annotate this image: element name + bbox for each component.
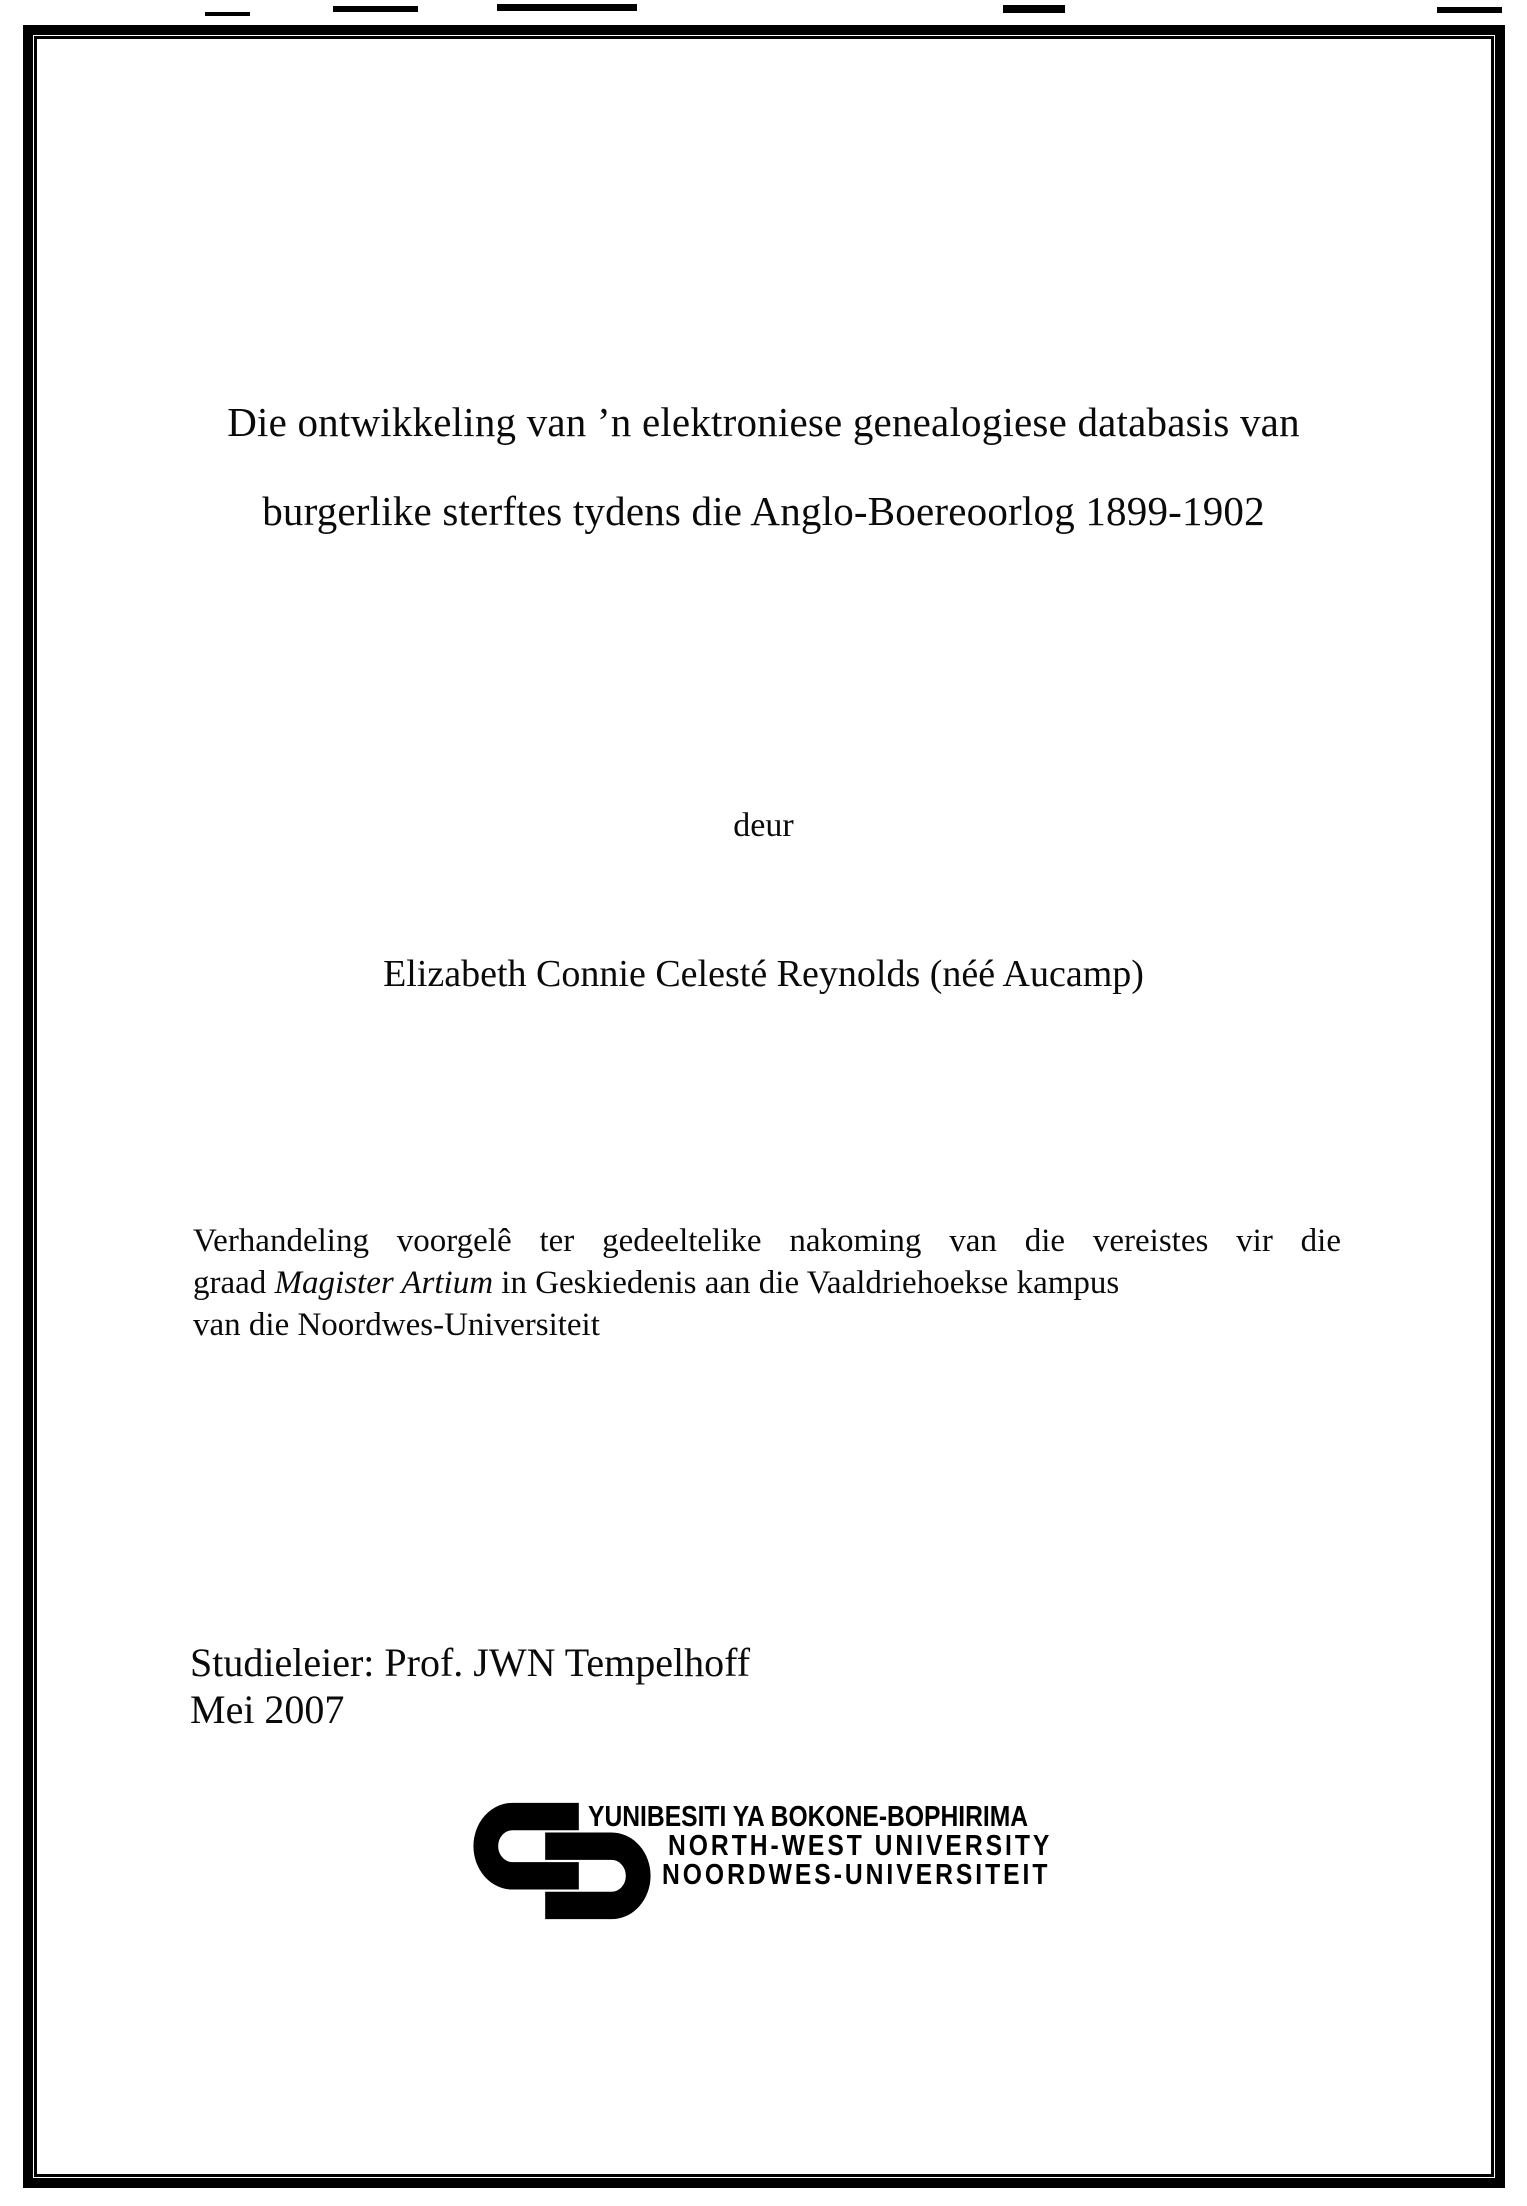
degree-name-italic: Magister Artium xyxy=(274,1265,494,1301)
thesis-title-line2: burgerlike sterftes tydens die Anglo-Boereoorlog 1899-1902 xyxy=(262,488,1265,534)
date-line: Mei 2007 xyxy=(190,1687,345,1732)
university-name-setswana: YUNIBESITI YA BOKONE-BOPHIRIMA xyxy=(588,1801,1029,1833)
degree-statement-line1: Verhandeling voorgelê ter gedeeltelike nakoming van die vereistes vir die xyxy=(193,1223,1341,1259)
degree-statement-line2-post: in Geskiedenis aan die Vaaldriehoekse kampus xyxy=(493,1265,1120,1301)
degree-statement-line3: van die Noordwes-Universiteit xyxy=(193,1307,600,1343)
thesis-title xyxy=(60,378,1467,556)
supervisor-block xyxy=(190,1639,1090,1733)
scan-artifact xyxy=(1003,5,1065,13)
author-name: Elizabeth Connie Celesté Reynolds (néé Aucamp) xyxy=(383,953,1144,995)
degree-statement-line2 xyxy=(193,1262,1341,1304)
scan-artifact xyxy=(205,12,250,16)
byline: deur xyxy=(733,807,794,844)
degree-statement-line2-pre: graad xyxy=(193,1265,275,1301)
scan-artifact xyxy=(333,6,418,12)
scan-artifact xyxy=(1437,7,1502,13)
supervisor-line: Studieleier: Prof. JWN Tempelhoff xyxy=(190,1640,751,1685)
university-name-english: NORTH-WEST UNIVERSITY xyxy=(668,1830,1053,1862)
university-name-afrikaans: NOORDWES-UNIVERSITEIT xyxy=(662,1859,1051,1891)
thesis-title-line1: Die ontwikkeling van ’n elektroniese genealogiese databasis van xyxy=(227,399,1300,445)
scan-artifact xyxy=(497,4,637,11)
degree-statement xyxy=(193,1220,1341,1346)
